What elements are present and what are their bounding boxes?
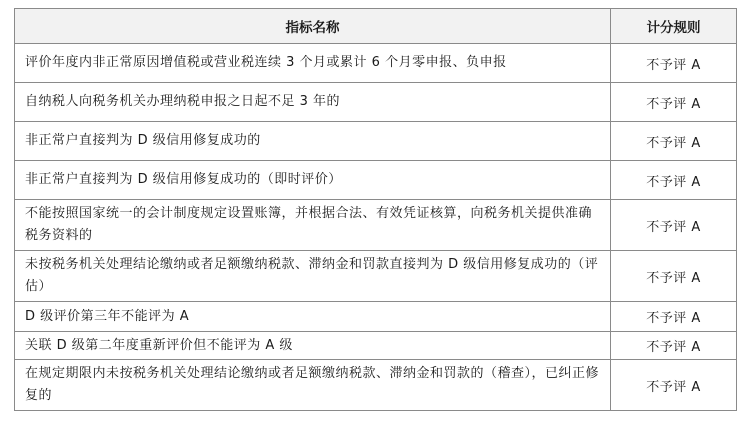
indicator-name-cell: 自纳税人向税务机关办理纳税申报之日起不足 3 年的 <box>15 83 611 122</box>
scoring-rule-cell: 不予评 A <box>611 360 737 411</box>
scoring-rule-header: 计分规则 <box>611 9 737 44</box>
scoring-rule-cell: 不予评 A <box>611 161 737 200</box>
scoring-rule-cell: 不予评 A <box>611 251 737 302</box>
table-row <box>15 83 737 122</box>
indicator-name-header: 指标名称 <box>15 9 611 44</box>
table-row <box>15 122 737 161</box>
table-row <box>15 200 737 251</box>
scoring-rule-cell: 不予评 A <box>611 302 737 332</box>
indicator-name-cell: D 级评价第三年不能评为 A <box>15 302 611 332</box>
indicator-name-cell: 非正常户直接判为 D 级信用修复成功的 <box>15 122 611 161</box>
indicator-name-cell: 非正常户直接判为 D 级信用修复成功的（即时评价） <box>15 161 611 200</box>
indicator-name-cell: 在规定期限内未按税务机关处理结论缴纳或者足额缴纳税款、滞纳金和罚款的（稽查），已纠正修复的 <box>15 360 611 411</box>
scoring-rule-cell: 不予评 A <box>611 83 737 122</box>
scoring-rule-cell: 不予评 A <box>611 200 737 251</box>
table-header-row <box>15 9 737 44</box>
scoring-rule-cell: 不予评 A <box>611 332 737 360</box>
indicator-name-cell: 不能按照国家统一的会计制度规定设置账簿，并根据合法、有效凭证核算，向税务机关提供准确税务资料的 <box>15 200 611 251</box>
scoring-rule-cell: 不予评 A <box>611 122 737 161</box>
table-row <box>15 332 737 360</box>
scoring-rule-cell: 不予评 A <box>611 44 737 83</box>
indicator-name-cell: 未按税务机关处理结论缴纳或者足额缴纳税款、滞纳金和罚款直接判为 D 级信用修复成功的（评估） <box>15 251 611 302</box>
indicator-name-cell: 关联 D 级第二年度重新评价但不能评为 A 级 <box>15 332 611 360</box>
table-row <box>15 161 737 200</box>
table-row <box>15 302 737 332</box>
scoring-rules-table <box>14 8 737 411</box>
table-row <box>15 360 737 411</box>
table-row <box>15 44 737 83</box>
indicator-name-cell: 评价年度内非正常原因增值税或营业税连续 3 个月或累计 6 个月零申报、负申报 <box>15 44 611 83</box>
table-row <box>15 251 737 302</box>
